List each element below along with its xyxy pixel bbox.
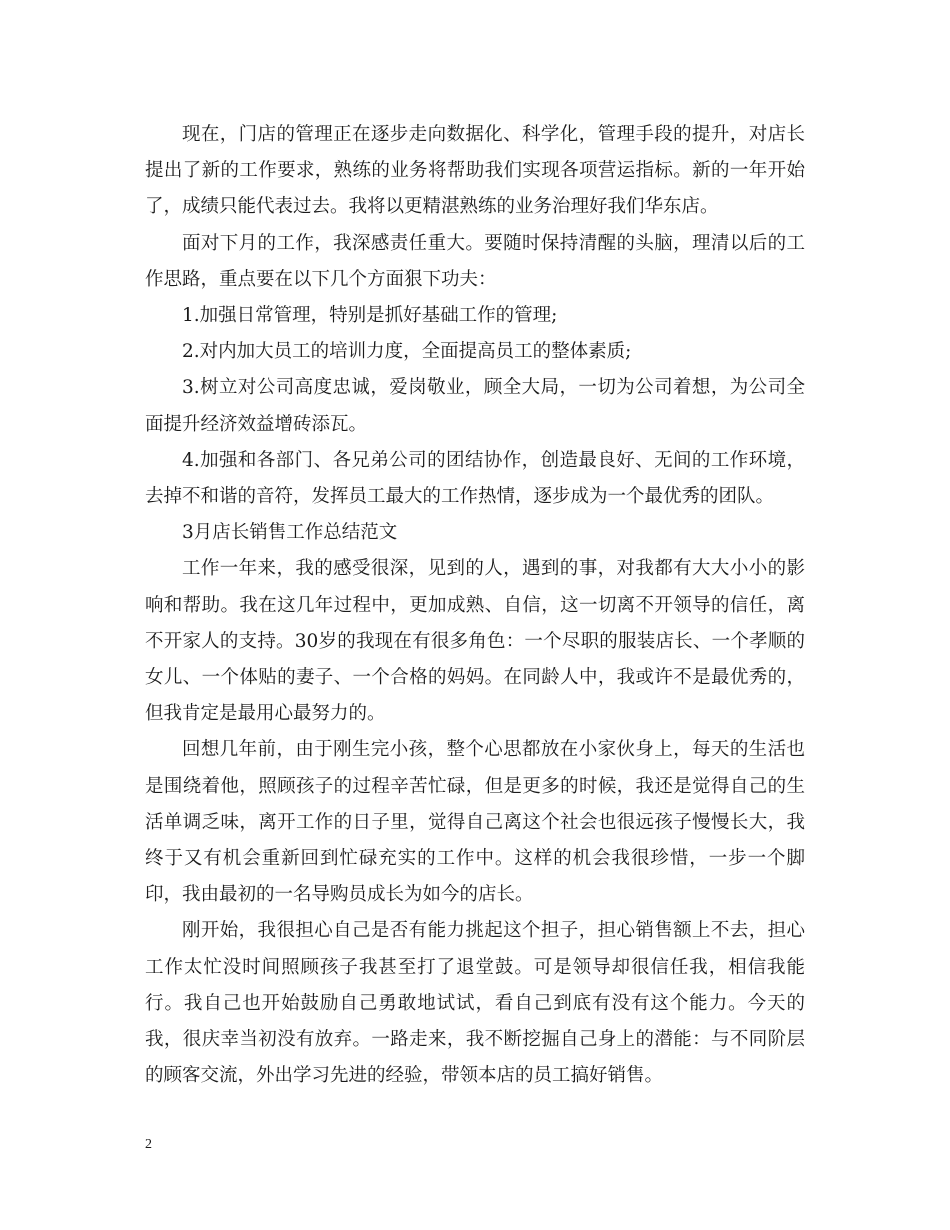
page-number: 2 [145,1137,152,1152]
paragraph-year-of-work: 工作一年来，我的感受很深，见到的人，遇到的事，对我都有大大小小的影响和帮助。我在这几年过程中，更加成熟、自信，这一切离不开领导的信任，离不开家人的支持。30岁的我现在有很多角色：一个尽职的服装店长、一个孝顺的女儿、一个体贴的妻子、一个合格的妈妈。在同龄人中，我或许不是最优秀的，但我肯定是最用心最努力的。 [145,558,805,725]
list-item-2: 2.对内加大员工的培训力度，全面提高员工的整体素质; [182,341,632,363]
paragraph-store-management: 现在，门店的管理正在逐步走向数据化、科学化，管理手段的提升，对店长提出了新的工作要求，熟练的业务将帮助我们实现各项营运指标。新的一年开始了，成绩只能代表过去。我将以更精湛熟练的业务治理好我们华东店。 [145,124,805,218]
document-body [145,117,805,1094]
list-item-3: 3.树立对公司高度忠诚，爱岗敬业，顾全大局，一切为公司着想，为公司全面提升经济效益增砖添瓦。 [145,377,805,435]
paragraph-next-month-work: 面对下月的工作，我深感责任重大。要随时保持清醒的头脑，理清以后的工作思路，重点要在以下几个方面狠下功夫： [145,232,805,290]
list-item-1: 1.加强日常管理，特别是抓好基础工作的管理; [182,305,558,327]
paragraph-beginning: 刚开始，我很担心自己是否有能力挑起这个担子，担心销售额上不去，担心工作太忙没时间照顾孩子我甚至打了退堂鼓。可是领导却很信任我，相信我能行。我自己也开始鼓励自己勇敢地试试，看自己到底有没有这个能力。今天的我，很庆幸当初没有放弃。一路走来，我不断挖掘自己身上的潜能：与不同阶层的顾客交流，外出学习先进的经验，带领本店的员工搞好销售。 [145,920,805,1087]
list-item-4: 4.加强和各部门、各兄弟公司的团结协作，创造最良好、无间的工作环境，去掉不和谐的音符，发挥员工最大的工作热情，逐步成为一个最优秀的团队。 [145,449,805,508]
section-heading: 3月店长销售工作总结范文 [182,522,398,544]
paragraph-looking-back: 回想几年前，由于刚生完小孩，整个心思都放在小家伙身上，每天的生活也是围绕着他，照顾孩子的过程辛苦忙碌，但是更多的时候，我还是觉得自己的生活单调乏味，离开工作的日子里，觉得自己离这个社会也很远孩子慢慢长大，我终于又有机会重新回到忙碌充实的工作中。这样的机会我很珍惜，一步一个脚印，我由最初的一名导购员成长为如今的店长。 [145,739,805,906]
